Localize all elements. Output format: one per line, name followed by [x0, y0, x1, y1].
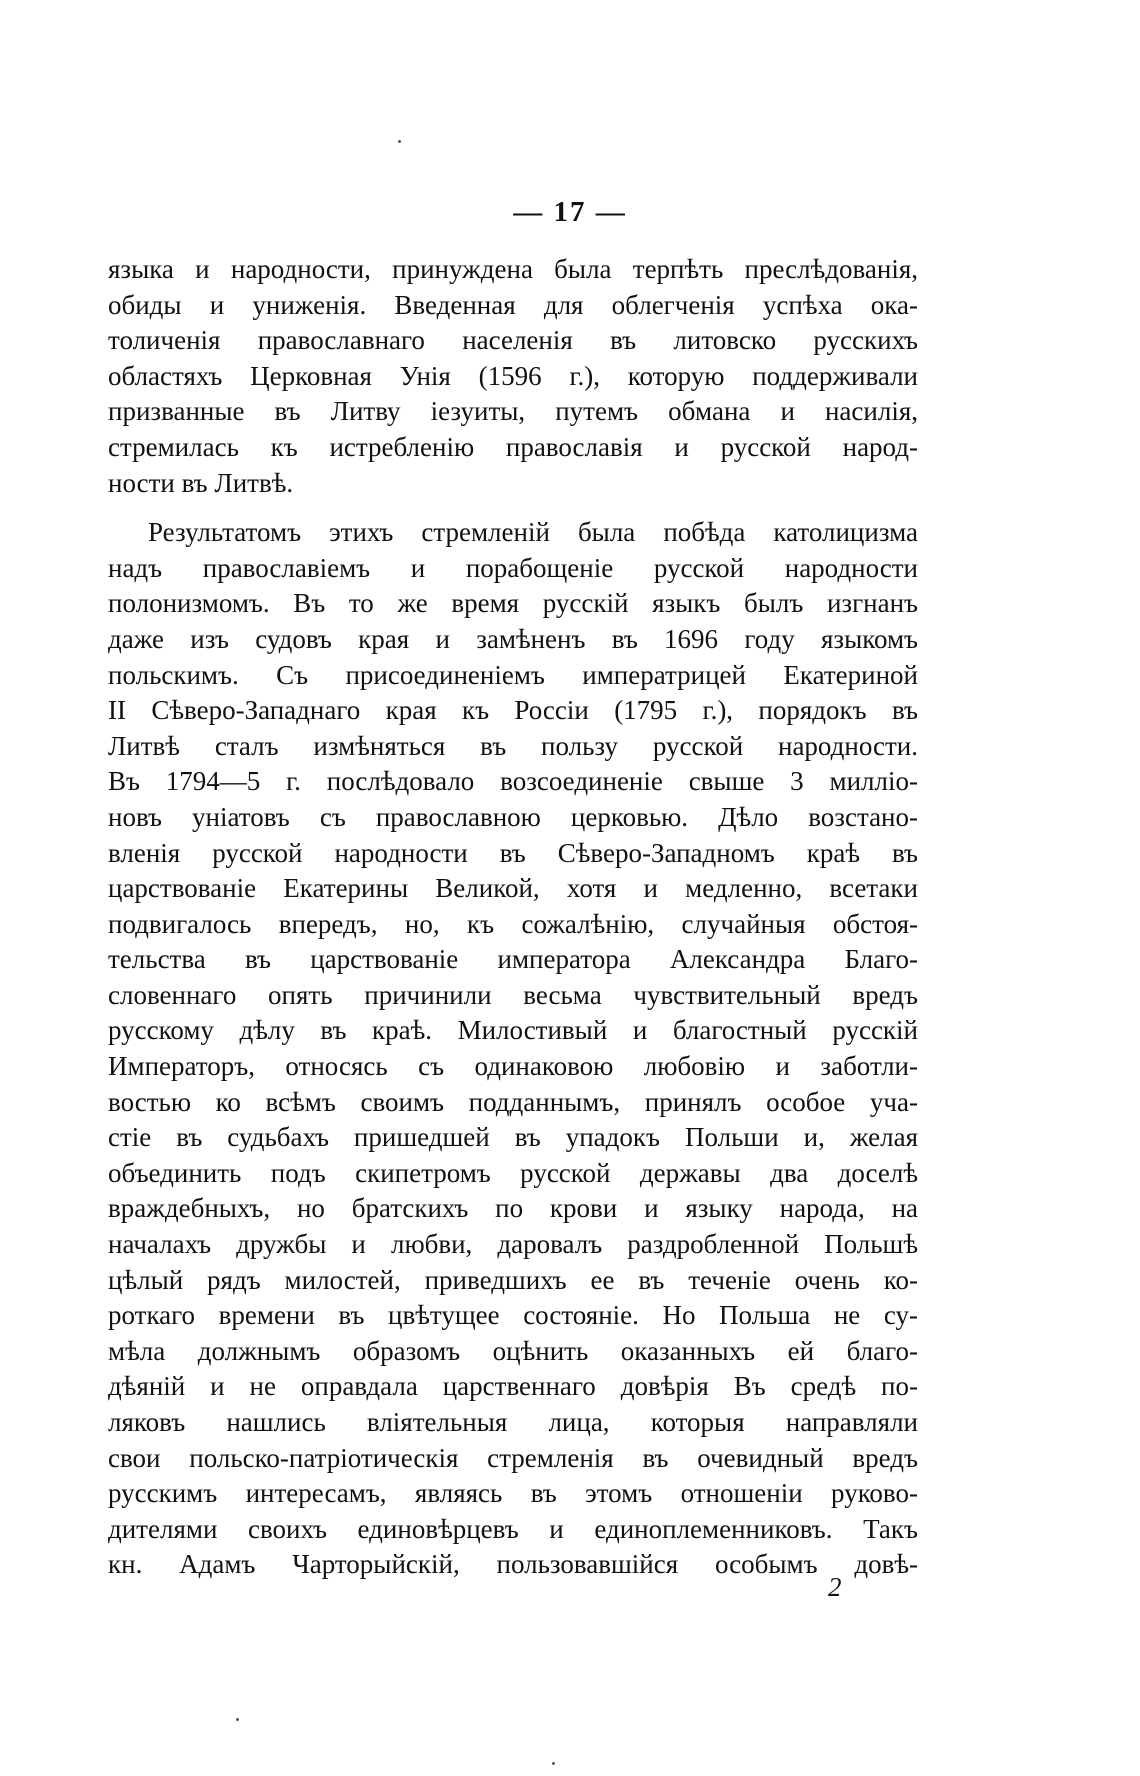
text-line: подвигалось впередъ, но, къ сожалѣнію, случайныя обстоя- — [108, 908, 918, 939]
text-line: мѣла должнымъ образомъ оцѣнить оказанныхъ ей благо- — [108, 1335, 918, 1366]
print-speck — [552, 1762, 555, 1765]
print-speck — [236, 1718, 239, 1721]
paragraph-spacer — [108, 501, 918, 515]
text-line: объединить подъ скипетромъ русской державы два доселѣ — [108, 1157, 918, 1188]
text-line: Императоръ, относясь съ одинаковою любовію и заботли- — [108, 1051, 918, 1082]
text-line: областяхъ Церковная Унія (1596 г.), которую поддерживали — [108, 360, 918, 391]
text-line: началахъ дружбы и любви, даровалъ раздробленной Польшѣ — [108, 1229, 918, 1260]
paragraph-2 — [108, 515, 918, 1583]
text-line: Результатомъ этихъ стремленій была побѣда католицизма — [148, 517, 918, 548]
body-text — [108, 252, 918, 1583]
text-line: тельства въ царствованіе императора Александра Благо- — [108, 944, 918, 975]
text-line: кн. Адамъ Чарторыйскій, пользовавшійся особымъ довѣ- — [108, 1549, 918, 1580]
text-line: русскому дѣлу въ краѣ. Милостивый и благостный русскій — [108, 1015, 918, 1046]
text-line: словеннаго опять причинили весьма чувствительный вредъ — [108, 979, 918, 1010]
text-line: даже изъ судовъ края и замѣненъ въ 1696 году языкомъ — [108, 623, 918, 654]
text-line: дителями своихъ единовѣрцевъ и единоплеменниковъ. Такъ — [108, 1513, 918, 1544]
page-number: — 17 — — [513, 196, 627, 228]
text-line: свои польско-патріотическія стремленія въ очевидный вредъ — [108, 1442, 918, 1473]
text-line: царствованіе Екатерины Великой, хотя и медленно, всетаки — [108, 873, 918, 904]
text-line: призванные въ Литву іезуиты, путемъ обмана и насилія, — [108, 396, 918, 427]
text-line: роткаго времени въ цвѣтущее состояніе. Но Польша не су- — [108, 1300, 918, 1331]
text-line: надъ православіемъ и порабощеніе русской народности — [108, 552, 918, 583]
printer-signature-mark: 2 — [828, 1572, 842, 1602]
text-line: дѣяній и не оправдала царственнаго довѣрія Въ средѣ по- — [108, 1371, 918, 1402]
text-line: полонизмомъ. Въ то же время русскій языкъ былъ изгнанъ — [108, 588, 918, 619]
print-speck — [398, 140, 401, 143]
text-line: новъ уніатовъ съ православною церковью. Дѣло возстано- — [108, 801, 918, 832]
text-line: вленія русской народности въ Сѣверо-Западномъ краѣ въ — [108, 837, 918, 868]
text-line: польскимъ. Съ присоединеніемъ императрицей Екатериной — [108, 659, 918, 690]
text-line: ности въ Литвѣ. — [108, 467, 294, 498]
text-line: ляковъ нашлись вліятельныя лица, которыя направляли — [108, 1407, 918, 1437]
text-line: языка и народности, принуждена была терпѣть преслѣдованія, — [108, 254, 918, 284]
text-line: востью ко всѣмъ своимъ подданнымъ, принялъ особое уча- — [108, 1086, 918, 1117]
paragraph-1 — [108, 252, 918, 501]
text-line: обиды и униженія. Введенная для облегченія успѣха ока- — [108, 289, 918, 320]
text-line: цѣлый рядъ милостей, приведшихъ ее въ теченіе очень ко- — [108, 1264, 918, 1295]
text-line: Литвѣ сталъ измѣняться въ пользу русской народности. — [108, 730, 918, 761]
text-line: толиченія православнаго населенія въ литовско русскихъ — [108, 325, 918, 356]
text-line: Въ 1794—5 г. послѣдовало возсоединеніе свыше 3 милліо- — [108, 766, 918, 797]
text-line: II Сѣверо-Западнаго края къ Россіи (1795 г.), порядокъ въ — [108, 695, 918, 726]
text-line: стремилась къ истребленію православія и русской народ- — [108, 431, 918, 462]
text-line: враждебныхъ, но братскихъ по крови и языку народа, на — [108, 1193, 918, 1224]
text-line: стіе въ судьбахъ пришедшей въ упадокъ Польши и, желая — [108, 1122, 918, 1153]
text-line: русскимъ интересамъ, являясь въ этомъ отношеніи руково- — [108, 1478, 918, 1509]
